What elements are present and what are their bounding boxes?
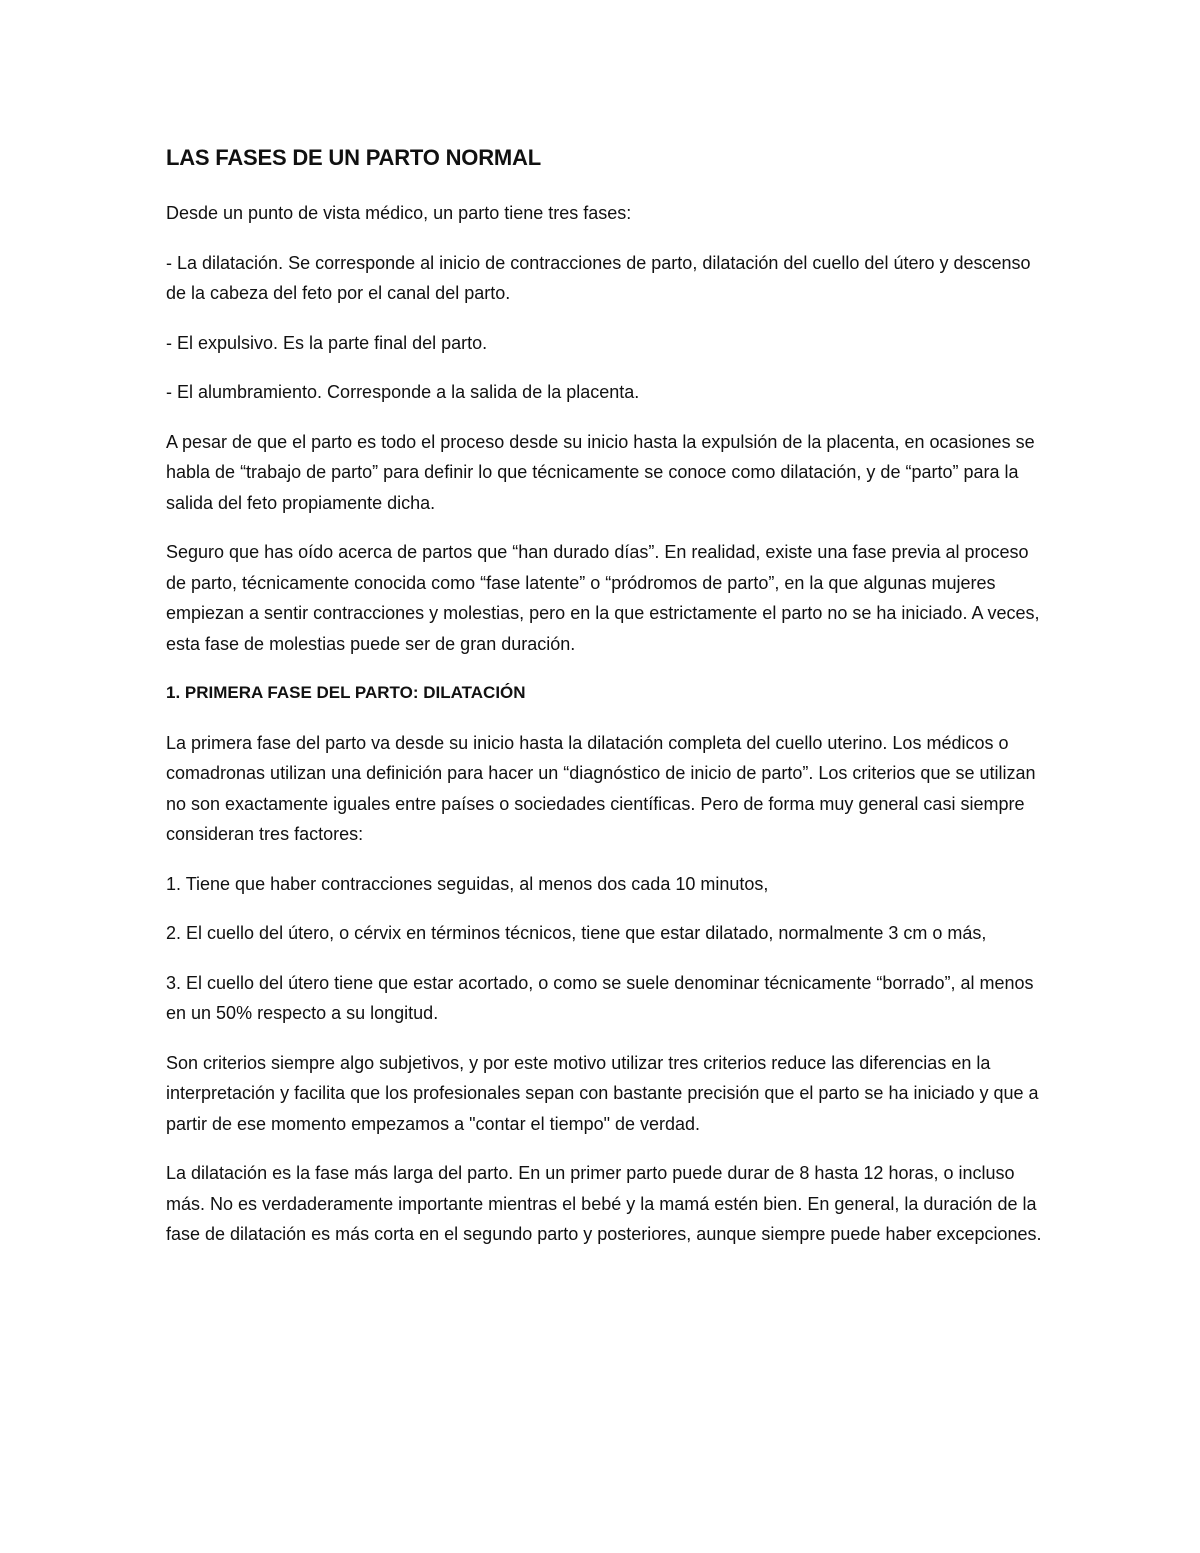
phase-item-expulsivo: - El expulsivo. Es la parte final del parto.: [166, 332, 488, 353]
intro-paragraph: Desde un punto de vista médico, un parto tiene tres fases:: [166, 203, 632, 223]
criteria-item: 1. Tiene que haber contracciones seguidas, al menos dos cada 10 minutos,: [166, 873, 769, 894]
body-paragraph: Seguro que has oído acerca de partos que “han durado días”. En realidad, existe una fase previa al proceso de parto, técnicamente conocida como “fase latente” o “pródromos de parto”, en la que algunas mujeres empiezan a sentir contracciones y molestias, pero en la que estrictamente el parto no se ha iniciado. A veces, esta fase de molestias puede ser de gran duración.: [166, 542, 1040, 654]
criteria-item: 2. El cuello del útero, o cérvix en términos técnicos, tiene que estar dilatado, normalmente 3 cm o más,: [166, 923, 987, 943]
phase-item-dilatacion: - La dilatación. Se corresponde al inicio de contracciones de parto, dilatación del cuello del útero y descenso de la cabeza del feto por el canal del parto.: [166, 252, 1031, 303]
body-paragraph: Son criterios siempre algo subjetivos, y por este motivo utilizar tres criterios reduce las diferencias en la interpretación y facilita que los profesionales sepan con bastante precisión que el parto se ha iniciado y que a partir de ese momento empezamos a "contar el tiempo" de verdad.: [166, 1052, 1039, 1134]
document-title: LAS FASES DE UN PARTO NORMAL: [166, 145, 541, 170]
section-intro-paragraph: La primera fase del parto va desde su inicio hasta la dilatación completa del cuello uterino. Los médicos o comadronas utilizan una definición para hacer un “diagnóstico de inicio de parto”. Los criterios que se utilizan no son exactamente iguales entre países o sociedades científicas. Pero de forma muy general casi siempre consideran tres factores:: [166, 732, 1036, 844]
phase-item-alumbramiento: - El alumbramiento. Corresponde a la salida de la placenta.: [166, 382, 640, 402]
document-page: [166, 140, 1046, 1250]
body-paragraph: La dilatación es la fase más larga del parto. En un primer parto puede durar de 8 hasta 12 horas, o incluso más. No es verdaderamente importante mientras el bebé y la mamá estén bien. En general, la duración de la fase de dilatación es más corta en el segundo parto y posteriores, aunque siempre puede haber excepciones.: [166, 1163, 1042, 1244]
section-heading: 1. PRIMERA FASE DEL PARTO: DILATACIÓN: [166, 683, 526, 702]
criteria-item: 3. El cuello del útero tiene que estar acortado, o como se suele denominar técnicamente “borrado”, al menos en un 50% respecto a su longitud.: [166, 972, 1034, 1023]
body-paragraph: A pesar de que el parto es todo el proceso desde su inicio hasta la expulsión de la placenta, en ocasiones se habla de “trabajo de parto” para definir lo que técnicamente se conoce como dilatación, y de “parto” para la salida del feto propiamente dicha.: [166, 431, 1035, 513]
